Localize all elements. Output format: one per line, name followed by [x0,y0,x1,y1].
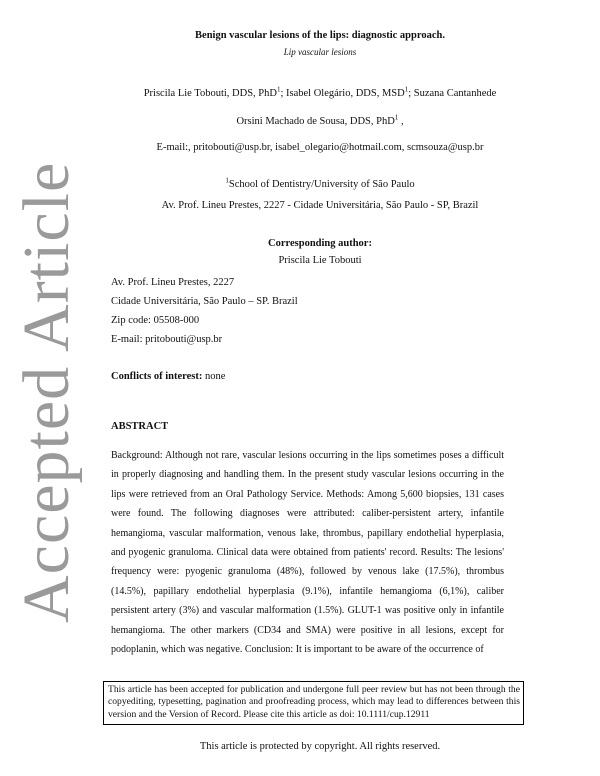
corresponding-heading: Corresponding author: [268,238,372,249]
affiliation-name: School of Dentistry/University of São Paulo [228,179,415,190]
author-name: Priscila Lie Tobouti, DDS, PhD [143,88,277,99]
corresponding-email: E-mail: pritobouti@usp.br [111,334,223,345]
author-name: ; Suzana Cantanhede [408,88,497,99]
corresponding-name: Priscila Lie Tobouti [278,255,362,266]
copyright-footer: This article is protected by copyright. All rights reserved. [199,741,441,752]
affiliation-marker: 1 [225,176,229,185]
authors-line-1 [60,85,580,99]
conflicts-label: Conflicts of interest: [111,371,203,382]
author-name: Orsini Machado de Sousa, DDS, PhD [236,116,395,127]
author-emails: E-mail:, pritobouti@usp.br, isabel_olegario@hotmail.com, scmsouza@usp.br [156,142,484,153]
corresponding-address-2: Cidade Universitária, São Paulo – SP. Brazil [111,296,298,307]
affiliation-address: Av. Prof. Lineu Prestes, 2227 - Cidade Universitária, São Paulo - SP, Brazil [161,200,479,211]
corresponding-address-1: Av. Prof. Lineu Prestes, 2227 [111,277,235,288]
accepted-notice-box: This article has been accepted for publication and undergone full peer review but has not been through the copyediting, typesetting, pagination and proofreading process, which may lead to differences between this version and the Version of Record. Please cite this article as doi: 10.1111/cup.12911 [103,681,524,725]
corresponding-zip: Zip code: 05508-000 [111,315,200,326]
affiliation-marker: 1 [394,113,399,122]
abstract-heading: ABSTRACT [111,421,169,432]
author-line-end: , [398,116,404,127]
abstract-body: Background: Although not rare, vascular lesions occurring in the lips sometimes poses a difficult in properly diagnosing and handling them. In the present study vascular lesions occurring in the lips were retrieved from an Oral Pathology Service. Methods: Among 5,600 biopsies, 131 cases were found. The following diagnoses were attributed: caliber-persistent artery, infantile hemangioma, vascular malformation, venous lake, thrombus, papillary endothelial hyperplasia, and pyogenic granuloma. Clinical data were obtained from patients' record. Results: The lesions' frequency were: pyogenic granuloma (48%), followed by venous lake (17.5%), thrombus (14.5%), papillary endothelial hyperplasia (9.1%), infantile hemangioma (6,1%), caliber persistent artery (3%) and vascular malformation (1.5%). GLUT-1 was positive only in infantile hemangioma. The other markers (CD34 and SMA) were positive in all lesions, except for podoplanin, which was negative. Conclusion: It is important to be aware of the occurrence of [111,450,504,656]
author-name: ; Isabel Olegário, DDS, MSD [280,88,405,99]
running-title: Lip vascular lesions [283,47,357,57]
authors-line-2 [60,113,580,127]
paper-title: Benign vascular lesions of the lips: diagnostic approach. [195,30,445,41]
affiliation-marker: 1 [404,85,409,94]
affiliation-line-1 [60,176,580,190]
accepted-article-watermark: Accepted Article [10,161,83,623]
conflicts-of-interest [111,371,225,382]
affiliation-marker: 1 [276,85,281,94]
conflicts-value: none [202,371,226,382]
